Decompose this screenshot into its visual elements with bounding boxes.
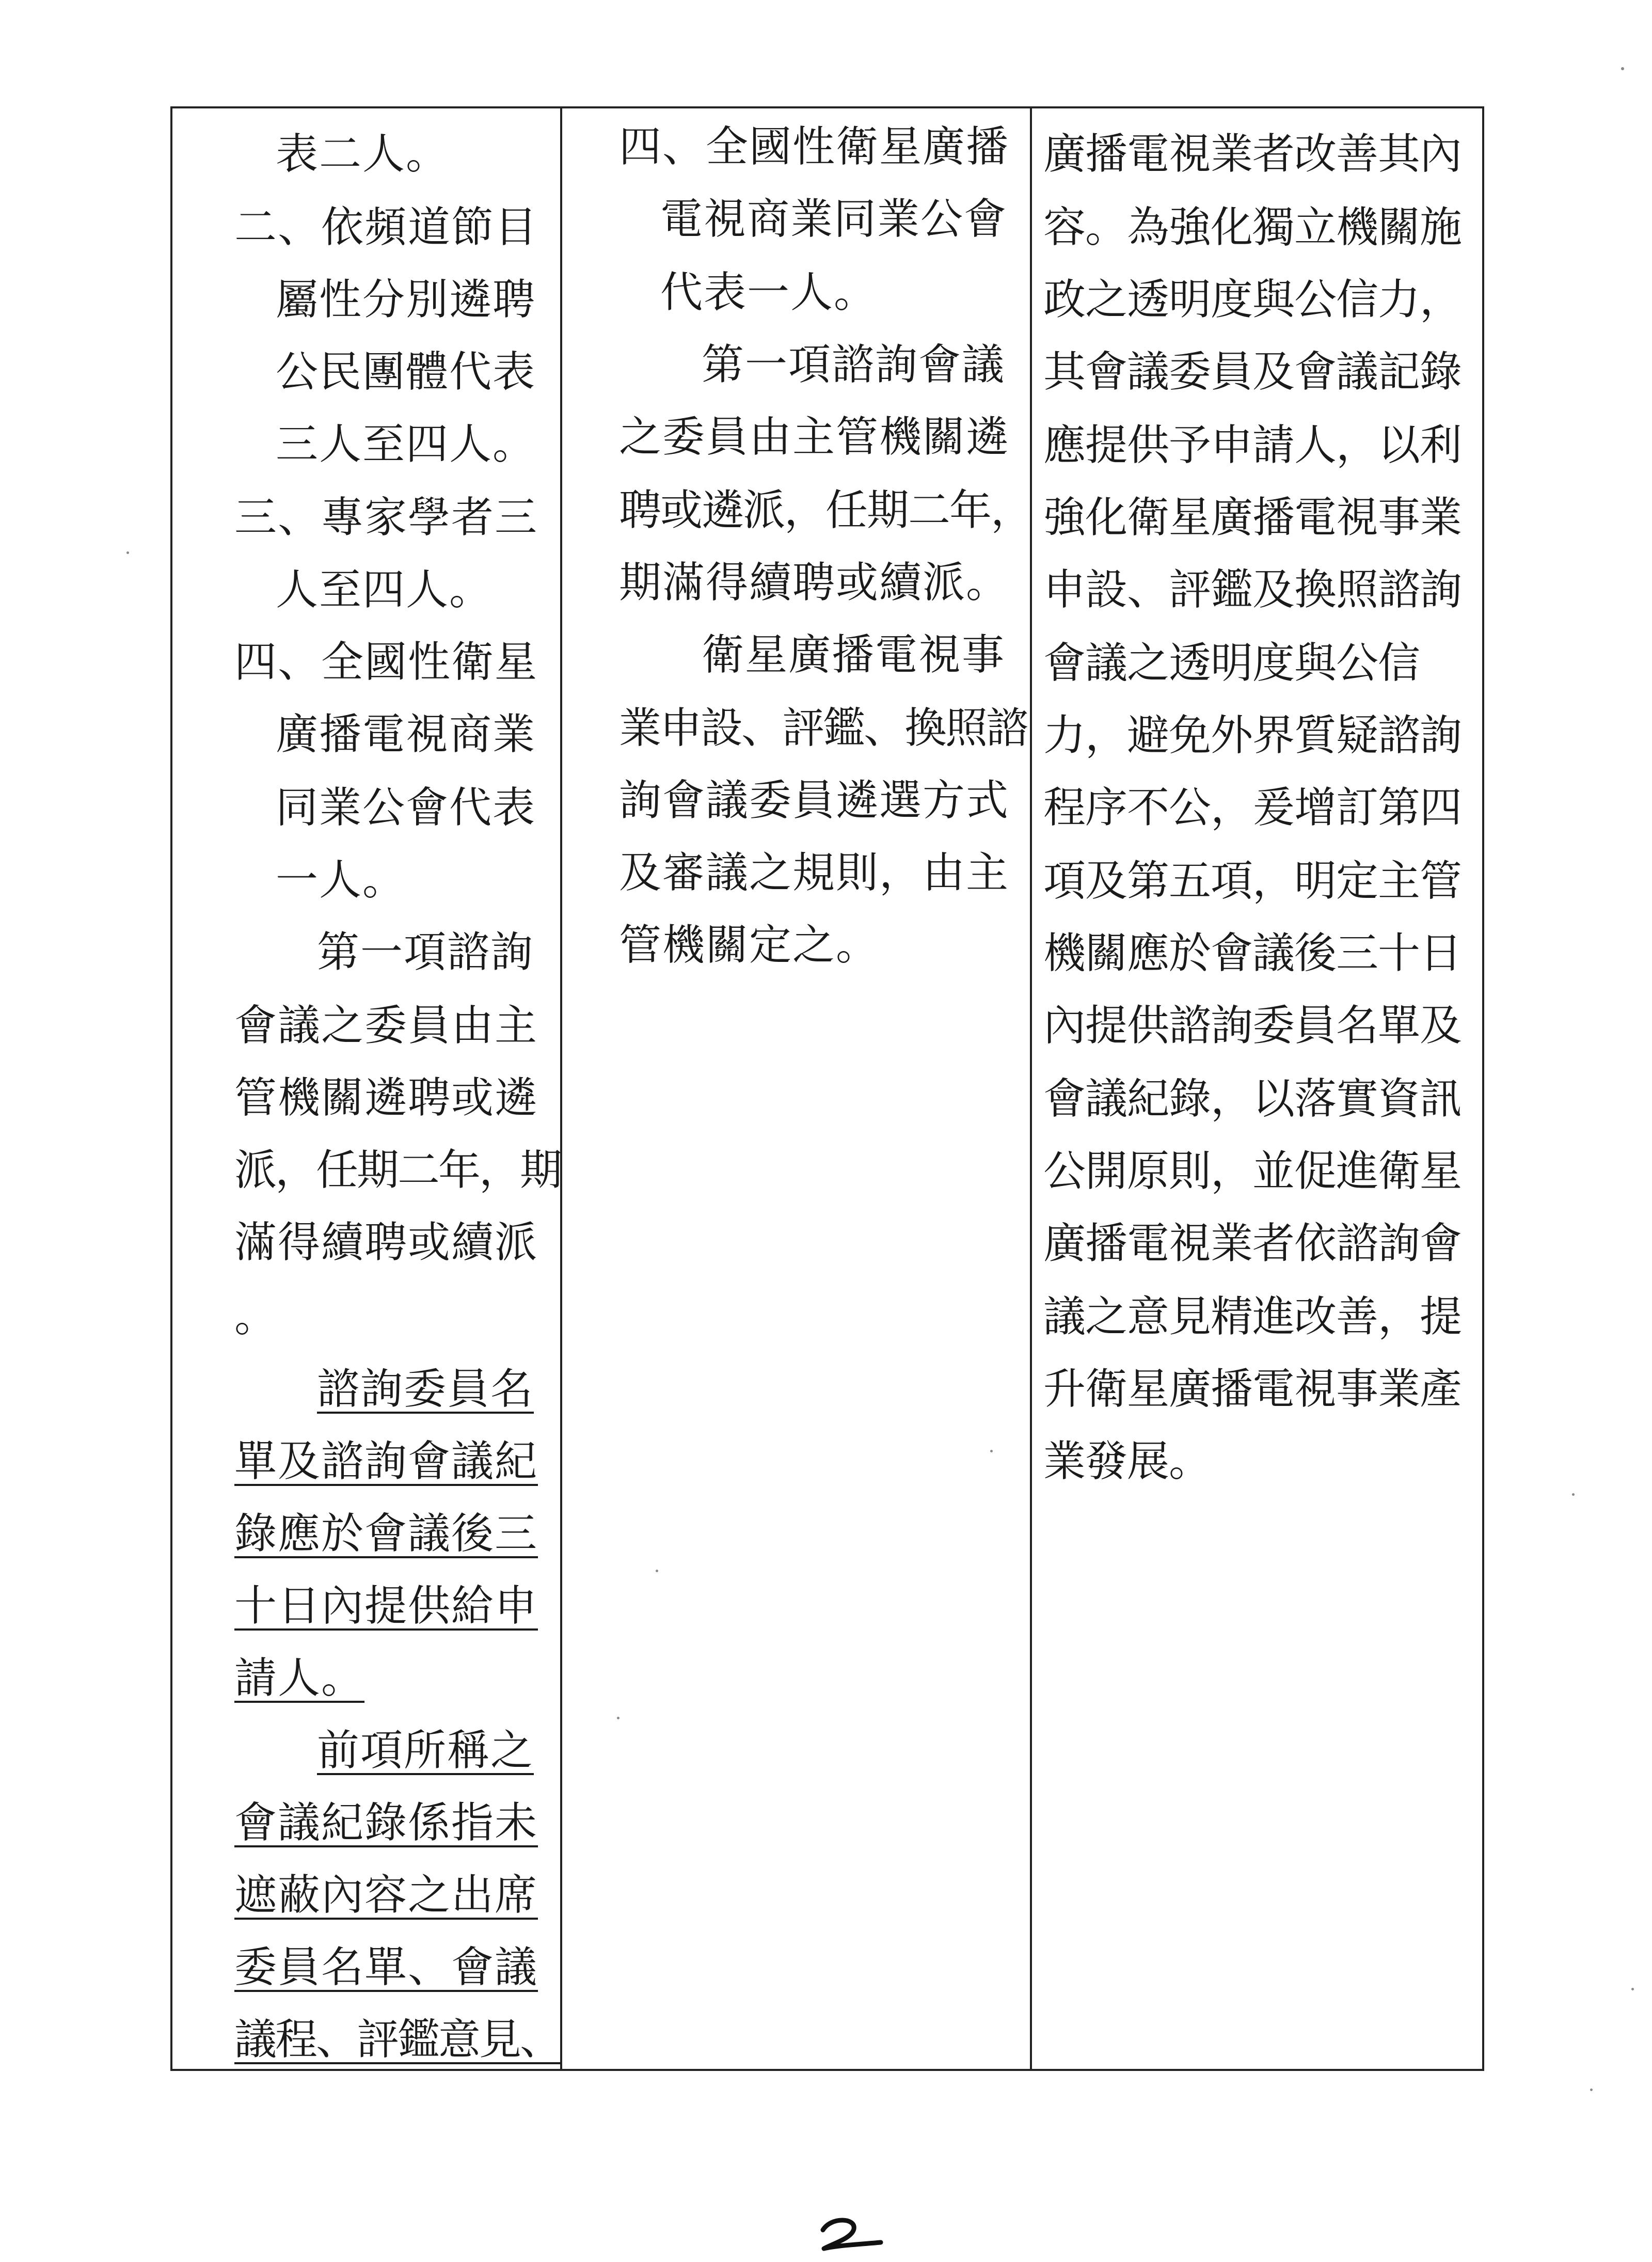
table-line: 機關應於會議後三十日 — [1043, 929, 1462, 978]
table-line: 應提供予申請人，以利 — [1043, 421, 1462, 470]
table-line: 電視商業同業公會 — [660, 195, 1008, 244]
table-line: 第一項諮詢會議 — [702, 340, 1006, 389]
table-line: 程序不公，爰增訂第四 — [1043, 783, 1462, 832]
table-line: 期滿得續聘或續派。 — [619, 558, 1010, 607]
table-line: 會議之透明度與公信 — [1043, 639, 1420, 688]
table-line: 廣播電視業者改善其內 — [1043, 130, 1462, 179]
table-line: 。 — [234, 1292, 278, 1341]
table-line: 代表一人。 — [660, 268, 878, 317]
table-line: 議之意見精進改善，提 — [1043, 1292, 1462, 1341]
table-line-underlined: 委員名單、會議 — [234, 1943, 538, 1992]
table-line: 屬性分別遴聘 — [276, 275, 536, 324]
table-line: 人至四人。 — [276, 565, 493, 614]
table-line: 衛星廣播電視事 — [702, 630, 1006, 679]
table-line: 滿得續聘或續派 — [234, 1218, 538, 1267]
table-line: 二、依頻道節目 — [234, 203, 538, 252]
table-line: 會議紀錄，以落實資訊 — [1043, 1074, 1462, 1124]
table-line: 一人。 — [276, 856, 406, 905]
table-line: 項及第五項，明定主管 — [1043, 857, 1462, 906]
table-line-underlined: 前項所稱之 — [317, 1726, 534, 1775]
table-line-underlined: 單及諮詢會議紀 — [234, 1437, 538, 1486]
scan-speck — [1590, 2089, 1593, 2091]
page-number — [816, 2212, 888, 2254]
table-line-underlined: 諮詢委員名 — [317, 1365, 534, 1414]
table-line-underlined: 會議紀錄係指未 — [234, 1798, 538, 1847]
table-line: 管機關定之。 — [619, 921, 880, 970]
table-line-underlined: 錄應於會議後三 — [234, 1509, 538, 1558]
table-line: 業發展。 — [1043, 1437, 1211, 1486]
table-column-amended-text — [172, 108, 562, 2069]
table-line: 政之透明度與公信力， — [1043, 275, 1462, 324]
table-line: 同業公會代表 — [276, 783, 536, 832]
table-line: 三人至四人。 — [276, 420, 536, 469]
table-line: 容。為強化獨立機關施 — [1043, 203, 1462, 252]
scan-speck — [617, 1717, 620, 1719]
table-line: 公民團體代表 — [276, 347, 536, 397]
scan-speck — [656, 1570, 658, 1572]
table-line: 業申設、評鑑、換照諮 — [619, 704, 1027, 753]
table-line: 申設、評鑑及換照諮詢 — [1043, 565, 1462, 614]
table-line: 及審議之規則，由主 — [619, 848, 1010, 897]
table-line: 升衛星廣播電視事業產 — [1043, 1365, 1462, 1414]
table-line-underlined: 議程、評鑑意見、 — [234, 2015, 561, 2064]
table-line: 之委員由主管機關遴 — [619, 413, 1010, 462]
table-line: 聘或遴派，任期二年， — [619, 486, 1032, 535]
scan-speck — [126, 551, 129, 554]
table-line: 公開原則，並促進衛星 — [1043, 1147, 1462, 1196]
table-line: 詢會議委員遴選方式 — [619, 776, 1010, 825]
table-line: 廣播電視商業 — [276, 710, 536, 759]
table-line: 四、全國性衛星廣播 — [619, 122, 1010, 171]
scan-speck — [1572, 1493, 1575, 1496]
table-line: 三、專家學者三 — [234, 493, 538, 542]
table-line: 其會議委員及會議記錄 — [1043, 347, 1462, 397]
table-column-explanation — [1032, 108, 1482, 2069]
table-line: 表二人。 — [276, 130, 450, 179]
handwritten-page-number-icon — [816, 2212, 888, 2254]
table-line: 廣播電視業者依諮詢會 — [1043, 1219, 1462, 1268]
table-line: 管機關遴聘或遴 — [234, 1073, 538, 1122]
table-column-current-text — [562, 108, 1032, 2069]
table-line: 派，任期二年，期 — [234, 1146, 561, 1195]
table-line-underlined: 十日內提供給申 — [234, 1581, 538, 1631]
table-line: 四、全國性衛星 — [234, 638, 538, 687]
table-line: 強化衛星廣播電視事業 — [1043, 493, 1462, 542]
scan-speck — [1621, 67, 1624, 70]
table-line-underlined: 請人。 — [234, 1654, 365, 1703]
scan-speck — [1631, 1988, 1634, 1990]
table-line: 會議之委員由主 — [234, 1001, 538, 1050]
table-line: 第一項諮詢 — [317, 928, 534, 977]
table-line: 力，避免外界質疑諮詢 — [1043, 711, 1462, 760]
comparison-table — [170, 106, 1484, 2071]
scan-speck — [990, 1450, 993, 1452]
table-line: 內提供諮詢委員名單及 — [1043, 1001, 1462, 1050]
table-line-underlined: 遮蔽內容之出席 — [234, 1871, 538, 1920]
